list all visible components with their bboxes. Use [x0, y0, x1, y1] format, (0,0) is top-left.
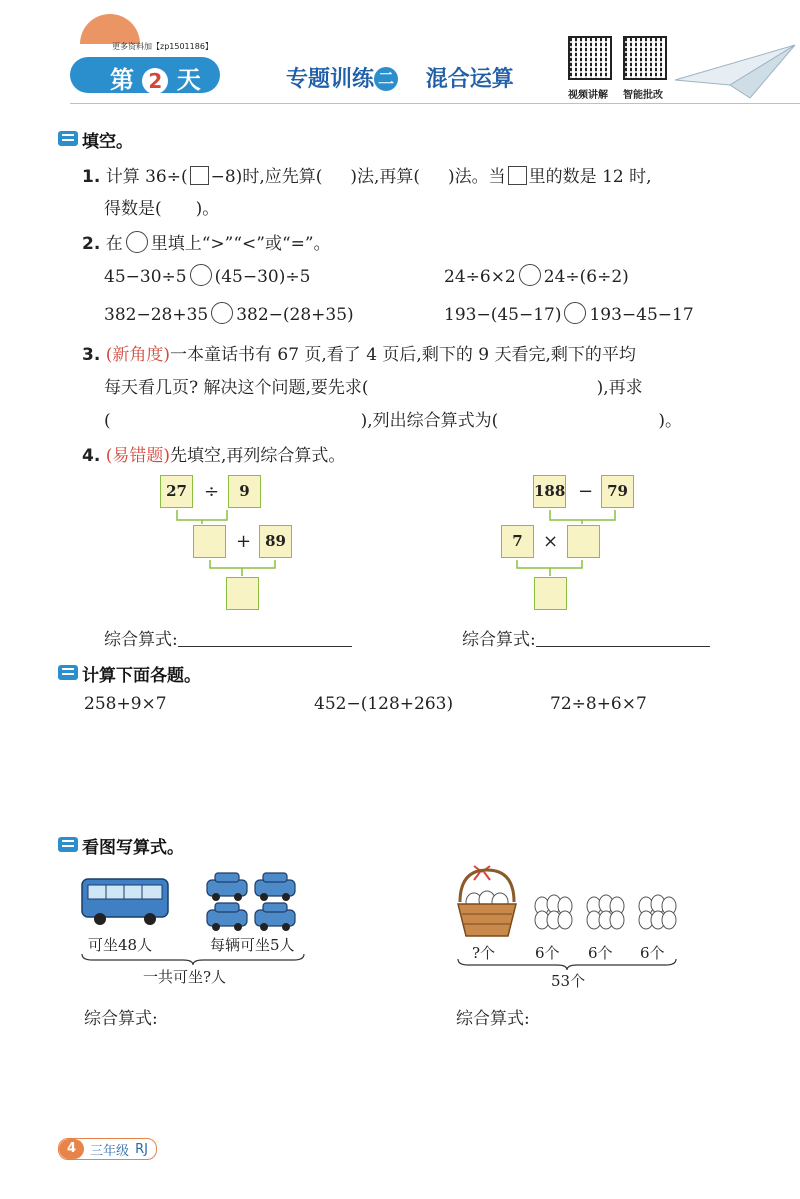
compare-circle[interactable]	[519, 264, 541, 286]
section-3-icon	[58, 837, 78, 852]
qr-caption-grading: 智能批改	[623, 90, 663, 101]
compare-row-2-right: 193−(45−17) 193−45−17	[444, 302, 694, 325]
page-number: 4	[59, 1139, 84, 1159]
tree-2-formula[interactable]: 综合算式:	[462, 625, 710, 650]
egg-total-label: 53个	[551, 972, 586, 990]
topic-name: 混合运算	[425, 67, 514, 92]
day-suffix: 天	[176, 66, 201, 94]
tree-2-box-a: 188	[533, 475, 566, 508]
day-number-badge: 2	[142, 68, 168, 94]
calc-problem-2: 452−(128+263)	[314, 694, 454, 714]
section-2-title: 计算下面各题。	[82, 666, 201, 686]
egg-basket-icon	[452, 862, 522, 940]
egg-count-label-1: 6个	[535, 944, 560, 962]
question-4-number: 4.	[82, 446, 101, 466]
question-2-number: 2.	[82, 234, 101, 254]
blank-square[interactable]	[190, 166, 209, 185]
calc-problem-3: 72÷8+6×7	[550, 694, 647, 714]
tree-2-box-b: 79	[601, 475, 634, 508]
bus-brace	[80, 952, 306, 966]
header-divider	[70, 103, 800, 104]
blank-square-ref	[508, 166, 527, 185]
question-2-prompt: 2. 在 里填上“>”“<”或“=”。	[82, 229, 331, 254]
compare-row-2-left: 382−28+35 382−(28+35)	[104, 302, 354, 325]
formula-line[interactable]	[536, 630, 710, 647]
paper-plane-decoration	[670, 40, 800, 100]
day-label	[110, 60, 201, 95]
egg-group-1	[530, 892, 576, 934]
tree-1-op-1: ÷	[204, 481, 220, 502]
topic-number-badge: 二	[374, 67, 398, 91]
qr-caption-video: 视频讲解	[568, 90, 608, 101]
tree-2-box-c: 7	[501, 525, 534, 558]
compare-circle[interactable]	[190, 264, 212, 286]
bus-formula-label[interactable]: 综合算式:	[84, 1009, 158, 1029]
tree-1-result-1[interactable]	[193, 525, 226, 558]
day-prefix: 第	[110, 66, 134, 94]
edition-label: RJ	[135, 1141, 148, 1157]
car-capacity-label: 每辆可坐5人	[210, 936, 295, 954]
bus-icon	[80, 875, 172, 927]
topic-title	[286, 62, 514, 93]
section-1-icon	[58, 131, 78, 146]
topic-label: 专题训练	[286, 67, 375, 92]
tree-1-formula[interactable]: 综合算式:	[104, 625, 352, 650]
grade-label: 三年级	[90, 1143, 130, 1159]
section-1-title: 填空。	[82, 132, 133, 152]
tree-1-box-b: 9	[228, 475, 261, 508]
calc-problem-1: 258+9×7	[84, 694, 167, 714]
question-3-line-3: ( ),列出综合算式为( )。	[104, 411, 682, 431]
compare-row-1-left: 45−30÷5 (45−30)÷5	[104, 264, 310, 287]
bus-capacity-label: 可坐48人	[88, 936, 153, 954]
egg-brace	[456, 957, 678, 971]
egg-formula-label[interactable]: 综合算式:	[456, 1009, 530, 1029]
tree-2-op-1: −	[578, 481, 594, 502]
question-3-number: 3.	[82, 345, 101, 365]
egg-group-2	[582, 892, 628, 934]
question-1-number: 1.	[82, 167, 101, 187]
tree-2-op-2: ×	[543, 531, 559, 552]
compare-circle[interactable]	[564, 302, 586, 324]
tree-1-box-c: 89	[259, 525, 292, 558]
egg-group-3	[634, 892, 680, 934]
cars-icon	[205, 870, 299, 932]
error-prone-tag: (易错题)	[105, 446, 170, 466]
question-4-prompt: 4. (易错题)先填空,再列综合算式。	[82, 446, 346, 466]
footer-page-badge	[58, 1138, 157, 1160]
question-3-line-2: 每天看几页? 解决这个问题,要先求( ),再求	[104, 378, 643, 398]
egg-count-label-2: 6个	[588, 944, 613, 962]
new-angle-tag: (新角度)	[105, 345, 170, 365]
question-1-line-2[interactable]: 得数是( )。	[104, 199, 220, 219]
section-3-title: 看图写算式。	[82, 838, 184, 858]
egg-count-label-3: 6个	[640, 944, 665, 962]
bus-total-label: 一共可坐?人	[143, 968, 227, 986]
section-2-icon	[58, 665, 78, 680]
tree-1-op-2: +	[236, 531, 252, 552]
tree-1-result-final[interactable]	[226, 577, 259, 610]
qr-code-grading[interactable]	[623, 36, 667, 80]
circle-icon	[126, 231, 148, 253]
more-info-note: 更多资料加【zp1501186】	[112, 42, 213, 51]
tree-2-result-final[interactable]	[534, 577, 567, 610]
formula-line[interactable]	[178, 630, 352, 647]
basket-count-label: ?个	[472, 944, 496, 962]
compare-row-1-right: 24÷6×2 24÷(6÷2)	[444, 264, 629, 287]
question-1-line-1: 1. 计算 36÷( −8)时,应先算( )法,再算( )法。当 里的数是 12 时,	[82, 167, 652, 187]
tree-2-result-1[interactable]	[567, 525, 600, 558]
tree-1-box-a: 27	[160, 475, 193, 508]
compare-circle[interactable]	[211, 302, 233, 324]
header-sun-decoration	[80, 14, 140, 44]
qr-code-video[interactable]	[568, 36, 612, 80]
question-3-line-1: 3. (新角度)一本童话书有 67 页,看了 4 页后,剩下的 9 天看完,剩下的平均	[82, 345, 636, 365]
